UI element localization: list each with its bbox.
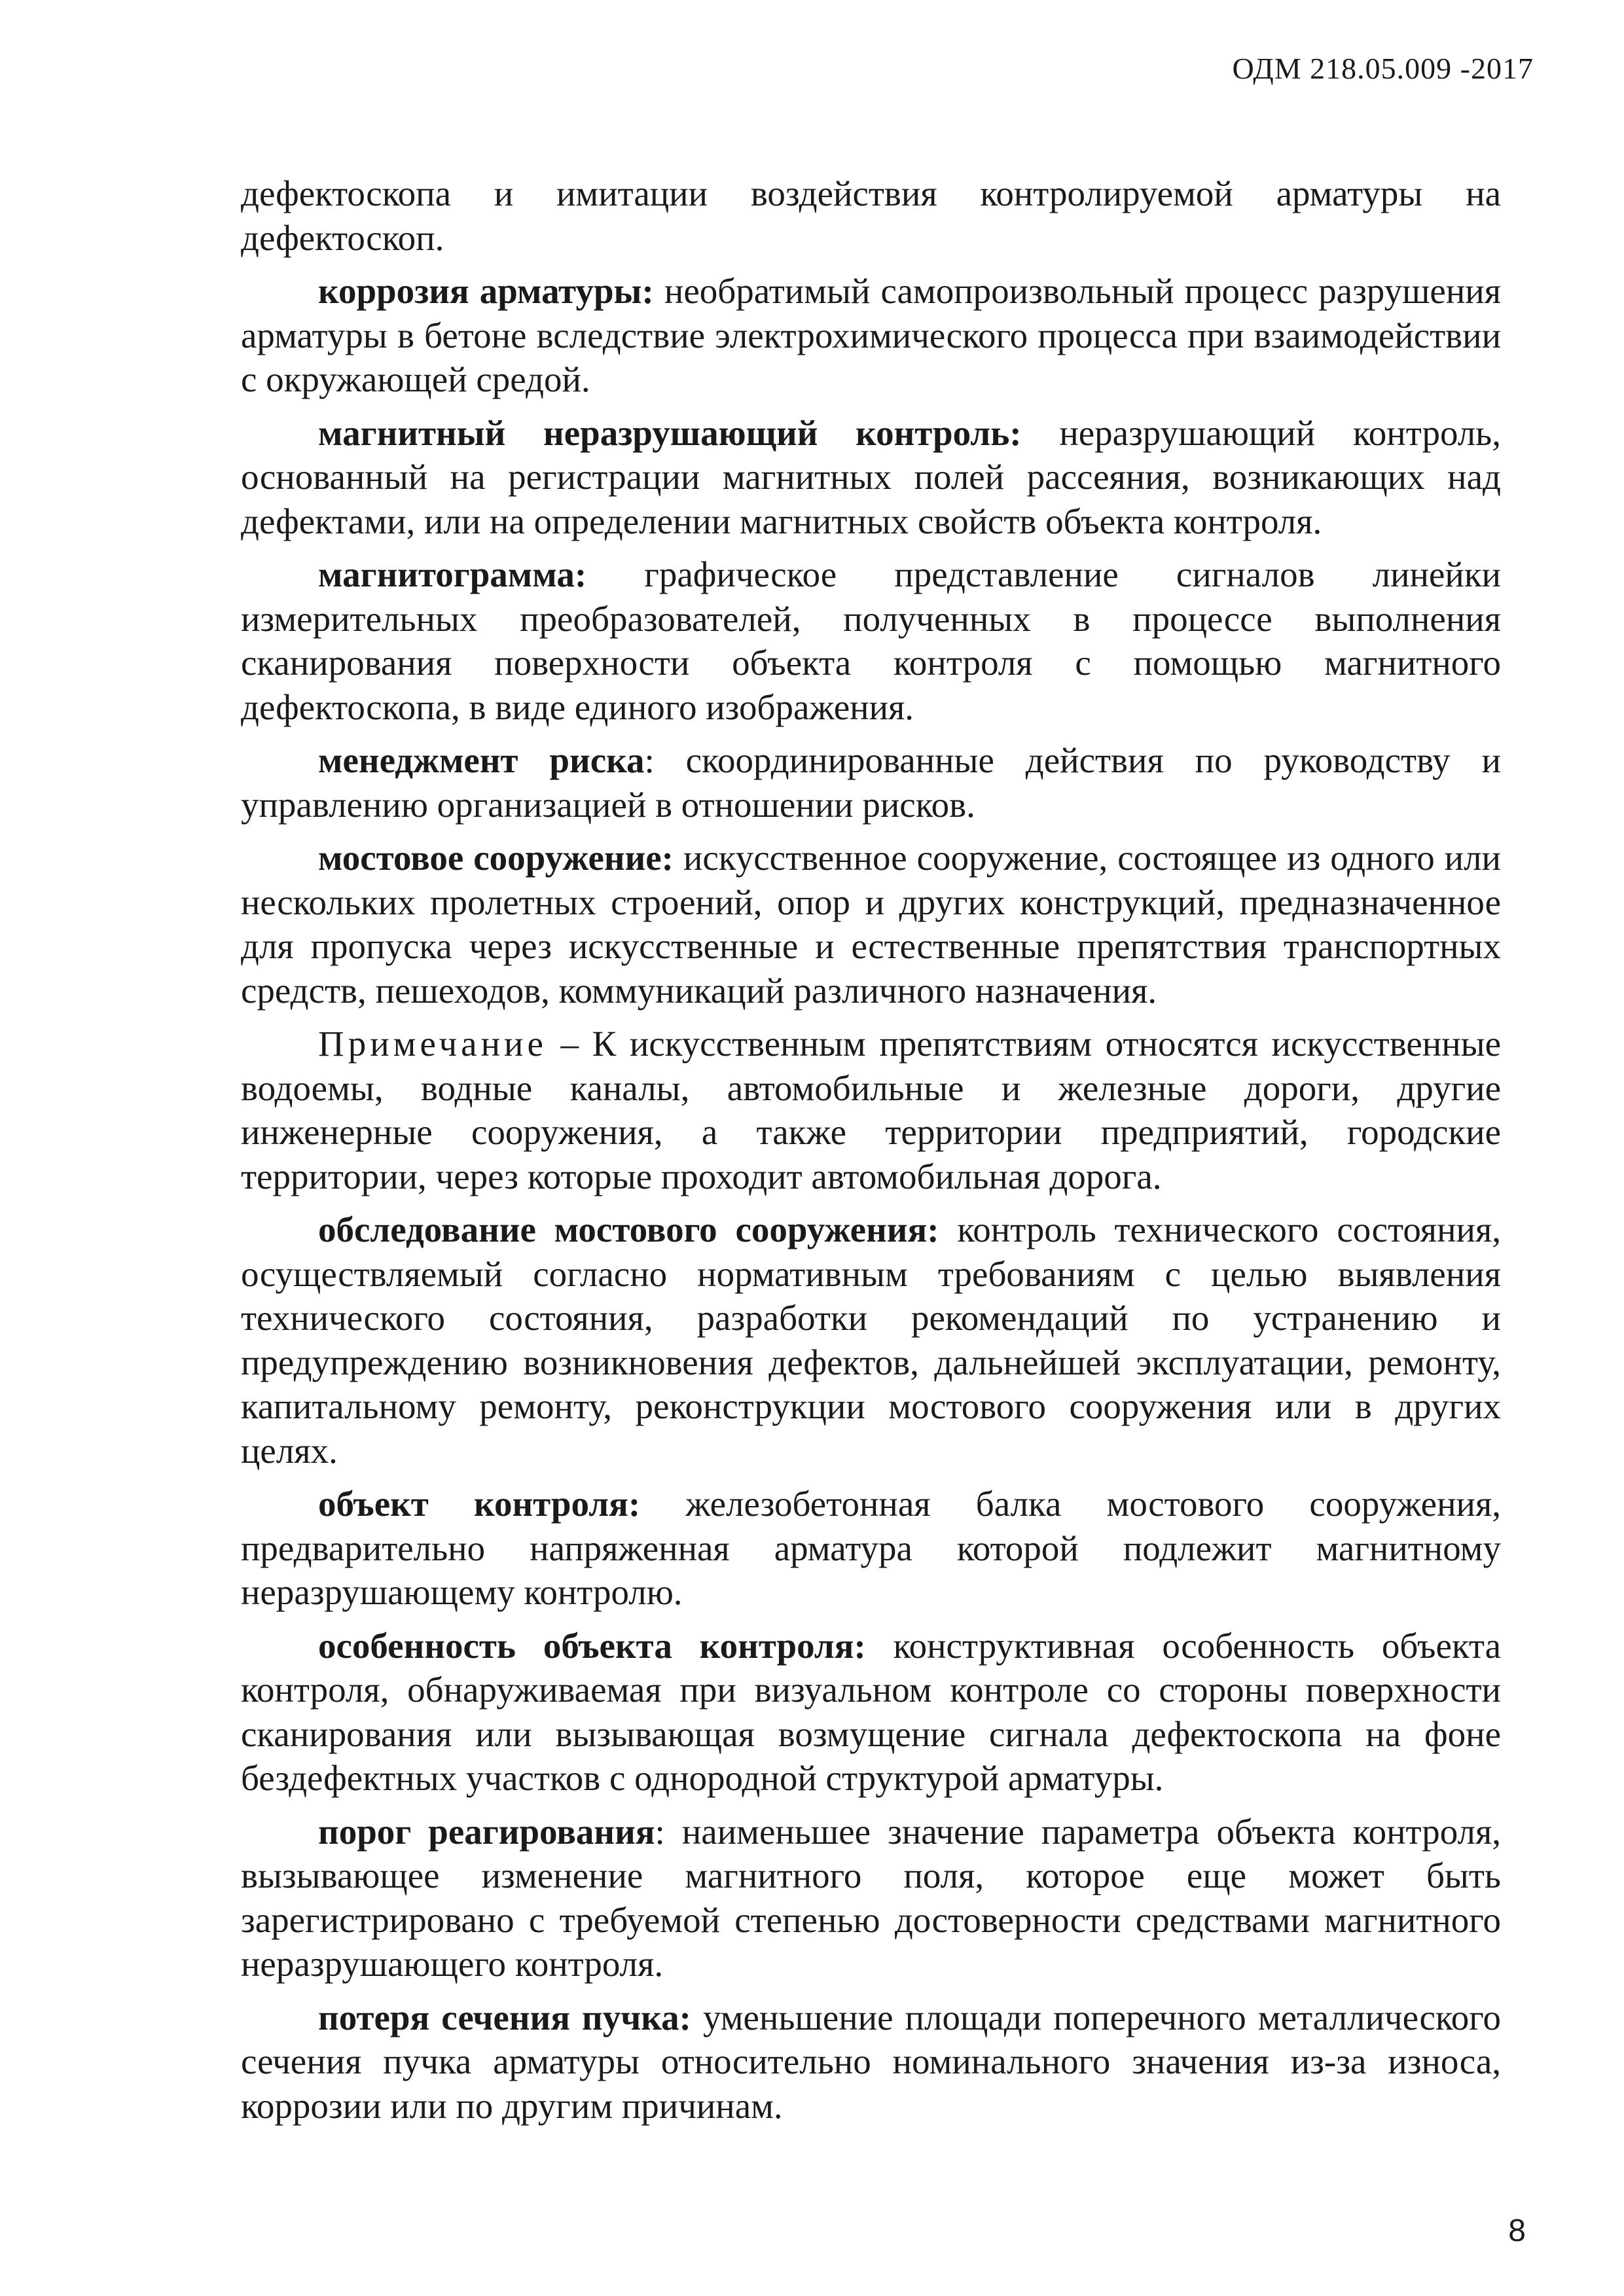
- term-title: мостовое сооружение:: [318, 838, 674, 878]
- term-title: магнитный неразрушающий контроль:: [318, 412, 1022, 453]
- term-response-threshold: [241, 1810, 1501, 1986]
- term-title: потеря сечения пучка:: [318, 1997, 691, 2037]
- note-text: – К искусственным препятствиям относятся искусственные водоемы, водные каналы, автомобильные и железные дороги, другие инженерные сооружения, а также территории предприятий, городские территории, через которые проходит автомобильная дорога.: [241, 1024, 1501, 1196]
- term-corrosion: [241, 269, 1501, 402]
- term-definition: неразрушающий контроль, основанный на регистрации магнитных полей рассеяния, возникающих над дефектами, или на определении магнитных свойств объекта контроля.: [241, 412, 1501, 541]
- intro-paragraph: дефектоскопа и имитации воздействия контролируемой арматуры на дефектоскоп.: [241, 173, 1501, 258]
- term-title: коррозия арматуры:: [318, 271, 654, 311]
- term-object-feature: [241, 1624, 1501, 1801]
- note-paragraph: [241, 1022, 1501, 1198]
- term-definition: уменьшение площади поперечного металлического сечения пучка арматуры относительно номинального значения из-за износа, коррозии или по другим причинам.: [241, 1997, 1501, 2126]
- term-definition: : скоординированные действия по руководству и управлению организацией в отношении рисков.: [241, 740, 1501, 825]
- term-title: особенность объекта контроля:: [318, 1625, 866, 1666]
- term-title: магнитограмма:: [318, 554, 587, 594]
- page-number: 8: [1508, 2214, 1526, 2248]
- term-title: объект контроля:: [318, 1484, 641, 1524]
- term-bridge-inspection: [241, 1208, 1501, 1473]
- page-body: [241, 171, 1501, 2137]
- term-definition: железобетонная балка мостового сооружения, предварительно напряженная арматура которой подлежит магнитному неразрушающему контролю.: [241, 1484, 1502, 1612]
- term-definition: необратимый самопроизвольный процесс разрушения арматуры в бетоне вследствие электрохимического процесса при взаимодействии с окружающей средой.: [241, 271, 1502, 399]
- term-title: обследование мостового сооружения:: [318, 1210, 939, 1249]
- term-definition: контроль технического состояния, осуществляемый согласно нормативным требованиям с целью выявления технического состояния, разработки рекомендаций по устранению и предупреждению возникновения дефектов, дальнейшей эксплуатации, ремонту, капитальному ремонту, реконструкции мостового сооружения или в других целях.: [241, 1210, 1501, 1471]
- document-code: ОДМ 218.05.009 -2017: [1232, 52, 1534, 85]
- term-magnetic-ndt: [241, 411, 1501, 544]
- term-magnetogram: [241, 552, 1501, 729]
- term-definition: : наименьшее значение параметра объекта контроля, вызывающее изменение магнитного поля, которое еще может быть зарегистрировано с требуемой степенью достоверности средствами магнитного неразрушающего контроля.: [241, 1811, 1501, 1984]
- term-title: порог реагирования: [318, 1811, 655, 1852]
- term-definition: искусственное сооружение, состоящее из одного или нескольких пролетных строений, опор и других конструкций, предназначенное для пропуска через искусственные и естественные препятствия транспортных средств, пешеходов, коммуникаций различного назначения.: [241, 838, 1501, 1011]
- term-inspection-object: [241, 1482, 1501, 1615]
- term-title: менеджмент риска: [318, 740, 645, 780]
- term-bridge-structure: [241, 836, 1501, 1013]
- note-label: Примечание: [318, 1024, 547, 1064]
- term-risk-management: [241, 738, 1501, 827]
- term-bundle-section-loss: [241, 1996, 1501, 2128]
- term-definition: конструктивная особенность объекта контроля, обнаруживаемая при визуальном контроле со стороны поверхности сканирования или вызывающая возмущение сигнала дефектоскопа на фоне бездефектных участков с однородной структурой арматуры.: [241, 1625, 1501, 1798]
- term-definition: графическое представление сигналов линейки измерительных преобразователей, полученных в процессе выполнения сканирования поверхности объекта контроля с помощью магнитного дефектоскопа, в виде единого изображения.: [241, 554, 1501, 727]
